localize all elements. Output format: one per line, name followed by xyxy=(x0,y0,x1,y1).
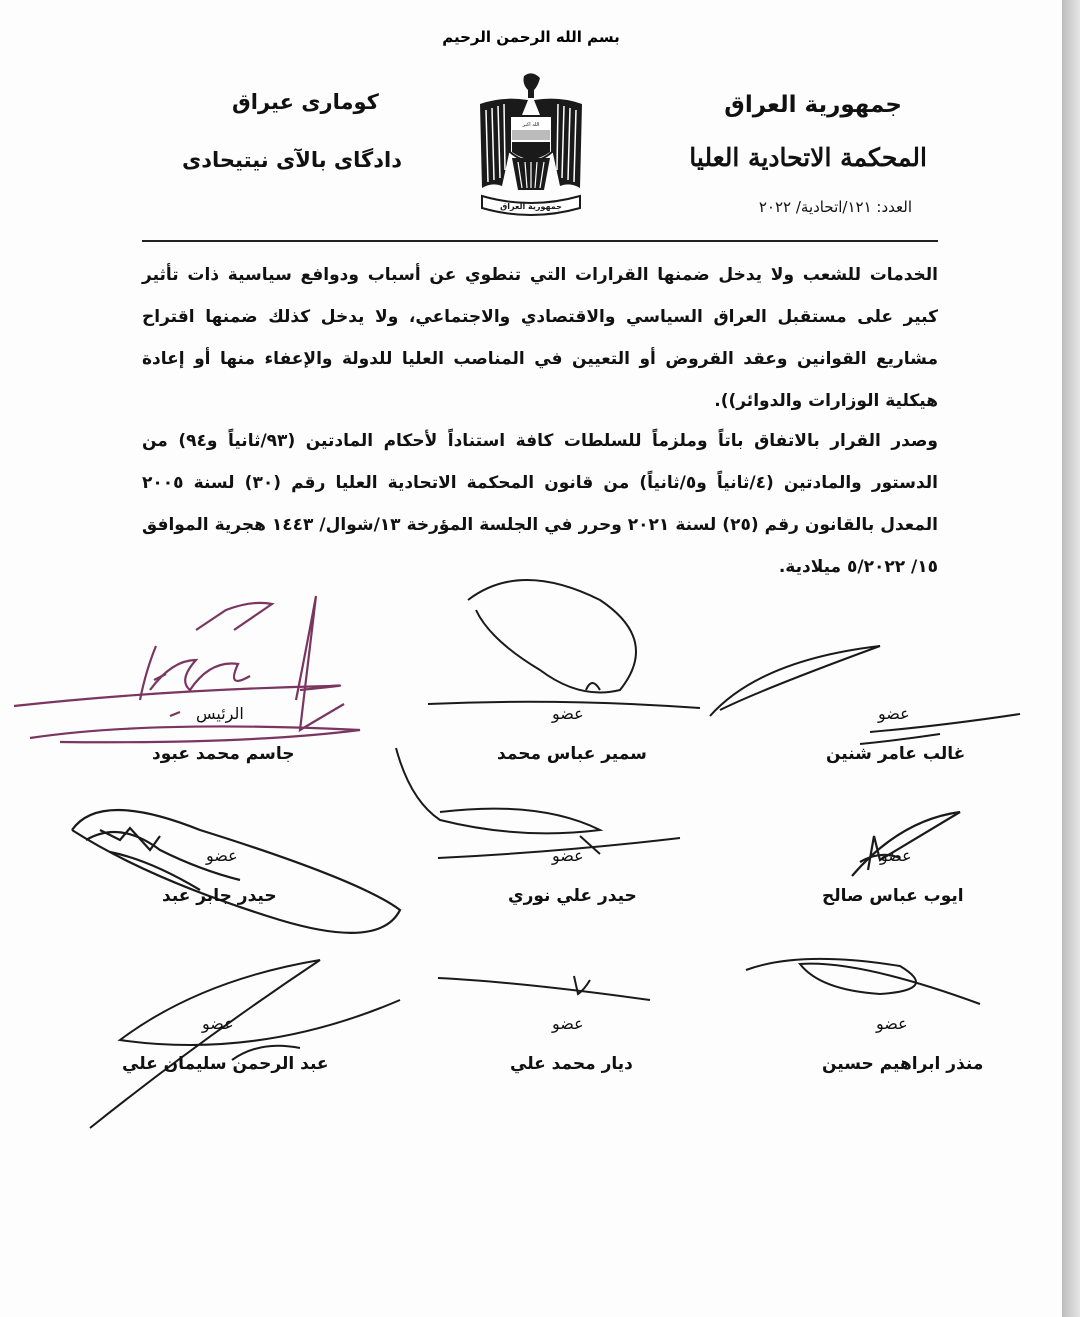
member-role: عضو xyxy=(202,1014,234,1033)
signature-munther xyxy=(746,959,980,1004)
member-name: منذر ابراهيم حسين xyxy=(822,1054,984,1074)
member-role: عضو xyxy=(878,704,910,723)
member-role: عضو xyxy=(876,1014,908,1033)
member-role: عضو xyxy=(880,846,912,865)
signature-haidar-ali xyxy=(396,748,680,858)
emblem-text-bottom: جمهورية العراق xyxy=(500,202,562,211)
paragraph-2: وصدر القرار بالاتفاق باتاً وملزماً للسلطات كافة استناداً لأحكام المادتين (٩٣/ثانياً و٩٤) من الدستور والمادتين (٤/ثانياً و٥/ثانياً) من قانون المحكمة الاتحادية العليا رقم (٣٠) لسنة ٢٠٠٥ المعدل بالقانون رقم (٢٥) لسنة ٢٠٢١ وحرر في الجلسة المؤرخة ١٣/شوال/ ١٤٤٣ هجرية الموافق ١٥/ ٥/٢٠٢٢ ميلادية. xyxy=(142,431,939,577)
emblem-text-top: الله اكبر xyxy=(522,122,540,128)
president-role: الرئيس xyxy=(196,704,244,723)
signature-haidar-jabir xyxy=(72,810,400,933)
reference-number: العدد: ١٢١/اتحادية/ ٢٠٢٢ xyxy=(758,198,912,216)
member-role: عضو xyxy=(552,704,584,723)
signature-samir xyxy=(428,580,700,708)
signature-abdulrahman xyxy=(90,960,400,1128)
basmala: بسم الله الرحمن الرحيم xyxy=(442,28,620,46)
paragraph-1: الخدمات للشعب ولا يدخل ضمنها القرارات التي تنطوي عن أسباب ودوافع سياسية ذات تأثير كبير على مستقبل العراق السياسي والاقتصادي والاجتماعي، ولا يدخل كذلك ضمنها اقتراح مشاريع القوانين وعقد القروض أو التعيين في المناصب العليا للدولة والإعفاء منها أو إعادة هيكلية الوزارات والدوائر)). xyxy=(142,265,938,411)
member-role: عضو xyxy=(552,1014,584,1033)
member-name: حيدر جابر عبد xyxy=(162,886,277,906)
page-edge xyxy=(1062,0,1080,1317)
member-name: ديار محمد علي xyxy=(510,1054,633,1074)
court-title-arabic: المحكمة الاتحادية العليا xyxy=(689,143,927,172)
signature-ayoub xyxy=(852,812,960,876)
member-name: حيدر علي نوري xyxy=(508,886,637,906)
member-name: سمير عباس محمد xyxy=(497,744,647,764)
signature-ghalib xyxy=(710,646,1020,744)
president-name: جاسم محمد عبود xyxy=(152,744,295,764)
member-role: عضو xyxy=(206,846,238,865)
header-divider xyxy=(142,240,938,242)
court-title-kurdish: دادگاى بالآى نيتيحادى xyxy=(182,148,403,172)
eagle-emblem-icon xyxy=(472,70,590,220)
signature-diyar xyxy=(438,976,650,1000)
signature-president xyxy=(14,596,360,742)
member-name: عبد الرحمن سليمان علي xyxy=(122,1054,329,1074)
country-title-kurdish: كومارى عيراق xyxy=(232,90,379,114)
member-name: ايوب عباس صالح xyxy=(822,886,964,906)
member-name: غالب عامر شنين xyxy=(826,744,966,764)
country-title-arabic: جمهورية العراق xyxy=(724,92,902,118)
member-role: عضو xyxy=(552,846,584,865)
